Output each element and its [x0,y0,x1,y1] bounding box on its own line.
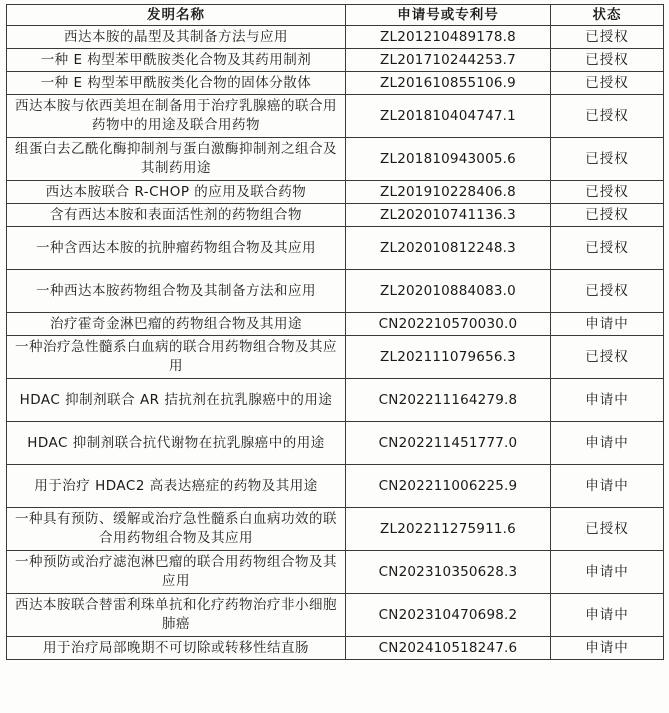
table-row [7,95,664,138]
patent-number: ZL202111079656.3 [346,336,551,379]
status-cell: 申请中 [551,594,664,637]
patent-number: CN202211451777.0 [346,422,551,465]
table-row [7,313,664,336]
status-cell: 申请中 [551,637,664,660]
header-status: 状态 [551,5,664,26]
patent-number: CN202210570030.0 [346,313,551,336]
status-cell: 已授权 [551,508,664,551]
table-row [7,594,664,637]
invention-name: 用于治疗局部晚期不可切除或转移性结直肠 [7,637,346,660]
invention-name: 治疗霍奇金淋巴瘤的药物组合物及其用途 [7,313,346,336]
invention-name: HDAC 抑制剂联合抗代谢物在抗乳腺癌中的用途 [7,422,346,465]
invention-name: 一种预防或治疗滤泡淋巴瘤的联合用药物组合物及其应用 [7,551,346,594]
table-row [7,508,664,551]
patent-number: CN202410518247.6 [346,637,551,660]
patent-number: ZL201610855106.9 [346,72,551,95]
table-row [7,204,664,227]
patent-number: ZL202211275911.6 [346,508,551,551]
header-application-number: 申请号或专利号 [346,5,551,26]
table-row [7,637,664,660]
invention-name: 一种 E 构型苯甲酰胺类化合物的固体分散体 [7,72,346,95]
invention-name: 西达本胺联合 R-CHOP 的应用及联合药物 [7,181,346,204]
header-invention-name: 发明名称 [7,5,346,26]
patent-table [6,4,664,660]
patent-number: ZL201210489178.8 [346,26,551,49]
invention-name: 西达本胺与依西美坦在制备用于治疗乳腺癌的联合用药物中的用途及联合用药物 [7,95,346,138]
table-row [7,379,664,422]
table-row [7,49,664,72]
invention-name: 西达本胺联合替雷利珠单抗和化疗药物治疗非小细胞肺癌 [7,594,346,637]
status-cell: 已授权 [551,181,664,204]
patent-number: ZL201810943005.6 [346,138,551,181]
table-row [7,270,664,313]
table-row [7,551,664,594]
status-cell: 申请中 [551,379,664,422]
status-cell: 申请中 [551,422,664,465]
header-row [7,5,664,26]
invention-name: 一种具有预防、缓解或治疗急性髓系白血病功效的联合用药物组合物及其应用 [7,508,346,551]
patent-number: ZL201710244253.7 [346,49,551,72]
patent-number: ZL201910228406.8 [346,181,551,204]
invention-name: 一种治疗急性髓系白血病的联合用药物组合物及其应用 [7,336,346,379]
patent-number: ZL202010812248.3 [346,227,551,270]
patent-number: ZL202010741136.3 [346,204,551,227]
invention-name: 一种西达本胺药物组合物及其制备方法和应用 [7,270,346,313]
status-cell: 已授权 [551,95,664,138]
patent-number: CN202211006225.9 [346,465,551,508]
invention-name: 用于治疗 HDAC2 高表达癌症的药物及其用途 [7,465,346,508]
table-row [7,422,664,465]
invention-name: 含有西达本胺和表面活性剂的药物组合物 [7,204,346,227]
table-row [7,227,664,270]
status-cell: 已授权 [551,26,664,49]
status-cell: 申请中 [551,551,664,594]
patent-number: CN202310350628.3 [346,551,551,594]
status-cell: 已授权 [551,49,664,72]
status-cell: 已授权 [551,270,664,313]
table-row [7,138,664,181]
invention-name: 西达本胺的晶型及其制备方法与应用 [7,26,346,49]
invention-name: HDAC 抑制剂联合 AR 拮抗剂在抗乳腺癌中的用途 [7,379,346,422]
table-row [7,465,664,508]
status-cell: 已授权 [551,204,664,227]
patent-number: CN202310470698.2 [346,594,551,637]
status-cell: 已授权 [551,138,664,181]
status-cell: 已授权 [551,227,664,270]
patent-number: CN202211164279.8 [346,379,551,422]
status-cell: 已授权 [551,72,664,95]
patent-number: ZL202010884083.0 [346,270,551,313]
status-cell: 已授权 [551,336,664,379]
table-row [7,72,664,95]
status-cell: 申请中 [551,313,664,336]
table-row [7,181,664,204]
invention-name: 一种 E 构型苯甲酰胺类化合物及其药用制剂 [7,49,346,72]
table-row [7,336,664,379]
patent-number: ZL201810404747.1 [346,95,551,138]
status-cell: 申请中 [551,465,664,508]
invention-name: 一种含西达本胺的抗肿瘤药物组合物及其应用 [7,227,346,270]
table-row [7,26,664,49]
invention-name: 组蛋白去乙酰化酶抑制剂与蛋白激酶抑制剂之组合及其制药用途 [7,138,346,181]
